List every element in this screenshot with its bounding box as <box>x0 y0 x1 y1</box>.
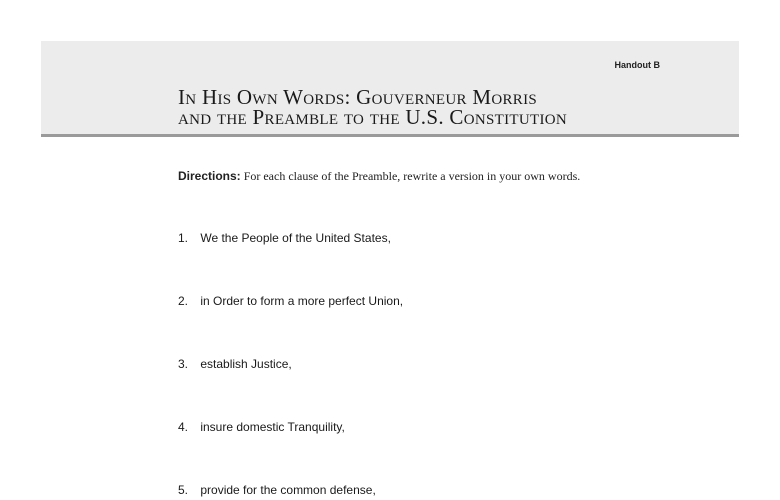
directions <box>178 169 580 184</box>
clause-number: 2. <box>178 294 189 308</box>
handout-label: Handout B <box>614 60 660 70</box>
clause-number: 1. <box>178 231 189 245</box>
page-title <box>178 87 567 127</box>
clause-text: We the People of the United States, <box>200 231 391 245</box>
clause-text: establish Justice, <box>200 357 292 371</box>
directions-text: For each clause of the Preamble, rewrite a version in your own words. <box>240 169 581 183</box>
clause-list <box>178 231 403 500</box>
clause-number: 4. <box>178 420 189 434</box>
header-rule <box>41 134 739 137</box>
clause-item-3 <box>178 357 403 420</box>
directions-label: Directions: <box>178 169 241 183</box>
clause-item-5 <box>178 483 403 500</box>
clause-text: provide for the common defense, <box>200 483 376 497</box>
clause-item-4 <box>178 420 403 483</box>
clause-item-2 <box>178 294 403 357</box>
title-line-2: and the Preamble to the U.S. Constitution <box>178 105 568 129</box>
clause-text: in Order to form a more perfect Union, <box>200 294 404 308</box>
clause-number: 5. <box>178 483 189 497</box>
clause-text: insure domestic Tranquility, <box>200 420 345 434</box>
clause-item-1 <box>178 231 403 294</box>
title-line-1: In His Own Words: Gouverneur Morris <box>178 85 538 109</box>
clause-number: 3. <box>178 357 189 371</box>
